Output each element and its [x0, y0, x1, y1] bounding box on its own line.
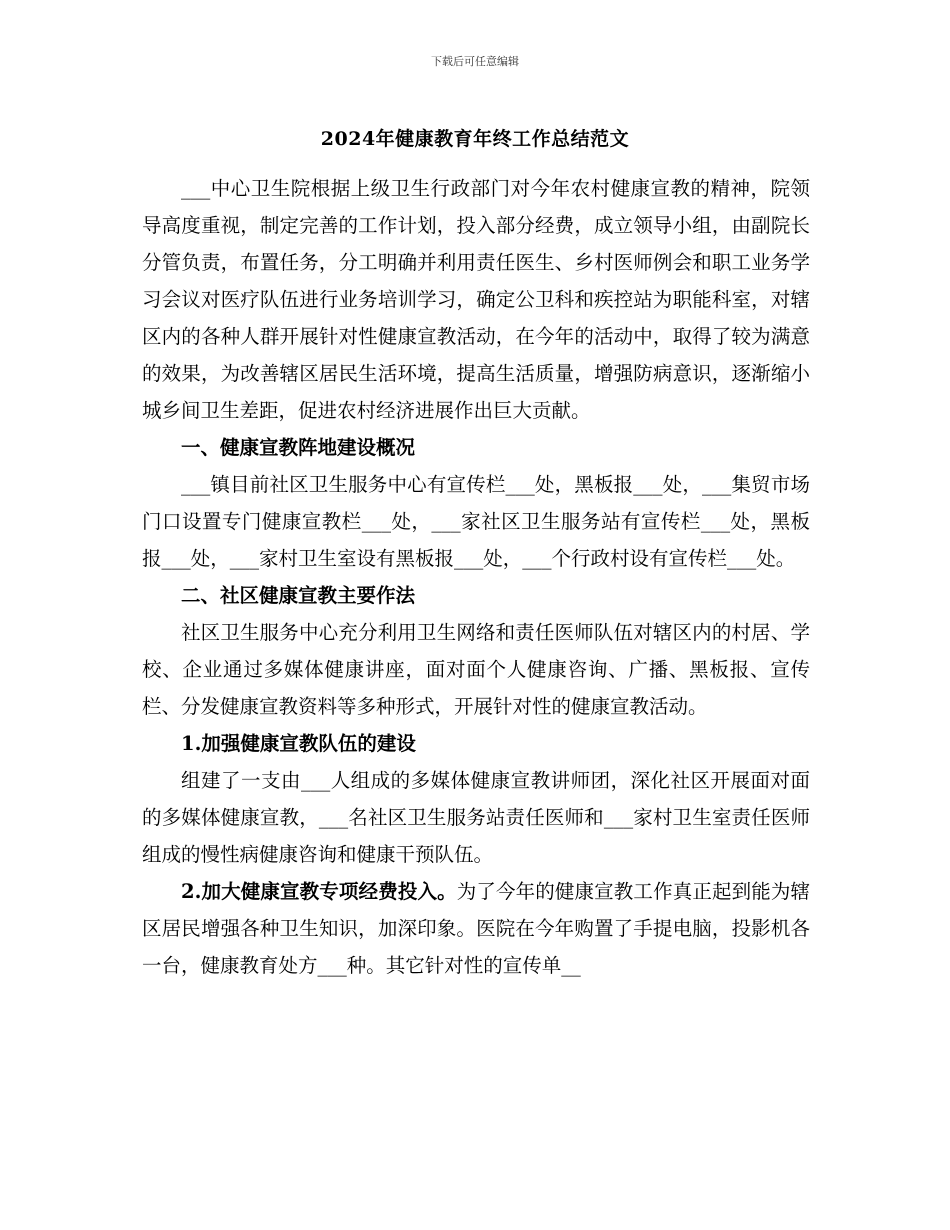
item-paragraph-1: 组建了一支由___人组成的多媒体健康宣教讲师团，深化社区开展面对面的多媒体健康宣教，___名社区卫生服务站责任医师和___家村卫生室责任医师组成的慢性病健康咨询和健康干预队伍。	[142, 769, 810, 866]
item-text-2: 为了今年的健康宣教工作真正起到能为辖区居民增强各种卫生知识，加深印象。医院在今年购置了手提电脑，投影机各一台，健康教育处方___种。其它针对性的宣传单__	[142, 880, 810, 977]
document-title: 2024年健康教育年终工作总结范文	[320, 128, 630, 150]
item-heading-1: 1.加强健康宣教队伍的建设	[181, 732, 416, 755]
section-heading-2: 二、社区健康宣教主要作法	[181, 584, 416, 607]
item-paragraph-2	[142, 873, 810, 984]
section-paragraph-2: 社区卫生服务中心充分利用卫生网络和责任医师队伍对辖区内的村居、学校、企业通过多媒体健康讲座，面对面个人健康咨询、广播、黑板报、宣传栏、分发健康宣教资料等多种形式，开展针对性的健康宣教活动。	[142, 621, 810, 718]
page-header-note: 下载后可任意编辑	[431, 55, 519, 68]
section-heading-1: 一、健康宣教阵地建设概况	[181, 436, 416, 459]
section-paragraph-1: ___镇目前社区卫生服务中心有宣传栏___处，黑板报___处，___集贸市场门口设置专门健康宣教栏___处，___家社区卫生服务站有宣传栏___处，黑板报___处，___家村卫生室设有黑板报___处，___个行政村设有宣传栏___处。	[142, 473, 810, 570]
item-heading-2: 2.加大健康宣教专项经费投入。	[181, 880, 457, 903]
document-body	[142, 170, 810, 984]
intro-paragraph: ___中心卫生院根据上级卫生行政部门对今年农村健康宣教的精神，院领导高度重视，制定完善的工作计划，投入部分经费，成立领导小组，由副院长分管负责，布置任务，分工明确并利用责任医生、乡村医师例会和职工业务学习会议对医疗队伍进行业务培训学习，确定公卫科和疾控站为职能科室，对辖区内的各种人群开展针对性健康宣教活动，在今年的活动中，取得了较为满意的效果，为改善辖区居民生活环境，提高生活质量，增强防病意识，逐渐缩小城乡间卫生差距，促进农村经济进展作出巨大贡献。	[142, 177, 810, 422]
